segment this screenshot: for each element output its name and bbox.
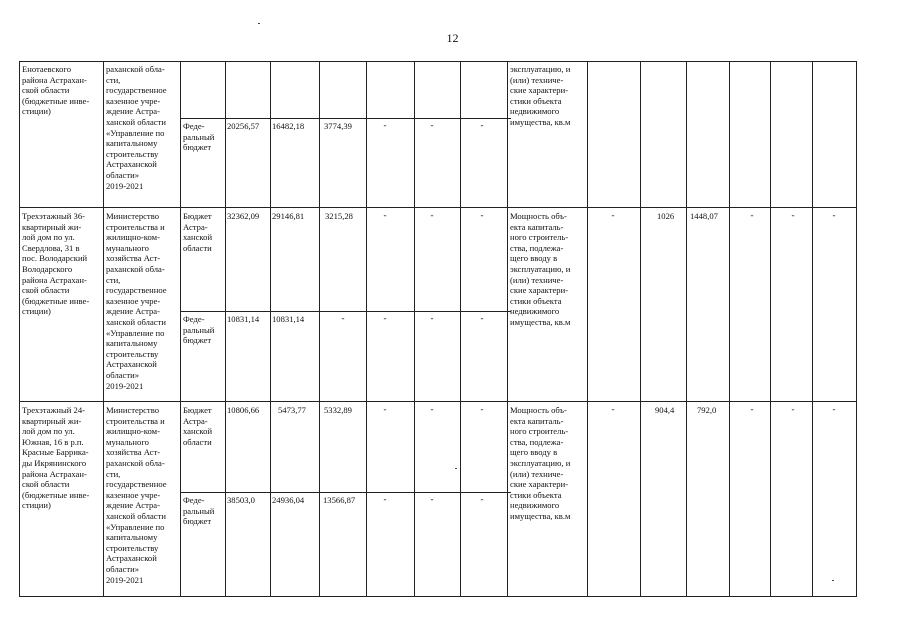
row1-customer: раханской обла- сти, государственное казенное учре- ждение Астра- ханской области «Управление по капитальному строительству Астраханской области» 2019-2021 — [106, 64, 167, 191]
row3-tail-5: - — [791, 404, 795, 414]
row2-split-line — [180, 311, 511, 312]
row2-tail-6: - — [832, 210, 836, 220]
row3-split-line — [180, 492, 511, 493]
col-divider-2020 — [366, 61, 367, 597]
row3-tail-6: - — [832, 404, 836, 414]
row3-dash-c2: - — [480, 494, 484, 504]
col-divider-2023 — [507, 61, 508, 597]
row2-tail-2: 1026 — [657, 211, 675, 221]
row2-2020-2: - — [341, 313, 345, 323]
row2-dash-a2: - — [383, 313, 387, 323]
col-divider-t1 — [640, 61, 641, 597]
col-divider-source — [225, 61, 226, 597]
row2-tail-4: - — [750, 210, 754, 220]
row3-dash-b2: - — [430, 494, 434, 504]
col-divider-2022 — [460, 61, 461, 597]
row1-source-2: Феде- ральный бюджет — [183, 121, 215, 153]
col-divider-t4 — [770, 61, 771, 597]
row1-indicator: эксплуатацию, и (или) техниче- ские характери- стики объекта недвижимого имущества, кв.м — [510, 64, 571, 127]
row3-source-2: Феде- ральный бюджет — [183, 495, 215, 527]
col-divider-2019 — [319, 61, 320, 597]
scan-speck — [258, 23, 260, 24]
row1-2020-2: 3774,39 — [324, 121, 352, 131]
row2-2019-1: 29146,81 — [272, 211, 305, 221]
row2-2019-2: 10831,14 — [272, 314, 305, 324]
row2-total-2: 10831,14 — [227, 314, 260, 324]
row2-source-2: Феде- ральный бюджет — [183, 314, 215, 346]
row2-dash-b1: - — [430, 210, 434, 220]
row3-dash-b1: - — [430, 404, 434, 414]
row3-total-2: 38503,0 — [227, 495, 255, 505]
row1-dash-c: - — [480, 120, 484, 130]
col-divider-total — [270, 61, 271, 597]
row3-tail-2: 904,4 — [655, 405, 675, 415]
row1-total-2: 20256,57 — [227, 121, 260, 131]
row2-indicator: Мощность объ- екта капиталь- ного строитель- ства, подлежа- щего вводу в эксплуатацию, и (или) техниче- ские характери- стики объекта недвижимого имущества, кв.м — [510, 211, 571, 327]
row3-indicator: Мощность объ- екта капиталь- ного строитель- ства, подлежа- щего вводу в эксплуатацию, и (или) техниче- ские характери- стики объекта недвижимого имущества, кв.м — [510, 405, 571, 521]
row2-dash-c2: - — [480, 313, 484, 323]
row3-2020-2: 13566,87 — [323, 495, 356, 505]
col-divider-t5 — [812, 61, 813, 597]
row2-dash-c1: - — [480, 210, 484, 220]
row2-dash-a1: - — [383, 210, 387, 220]
row1-dash-b: - — [430, 120, 434, 130]
row2-object: Трехэтажный 36- квартирный жи- лой дом по ул. Свердлова, 31 в пос. Володарский Володарского района Астрахан- ской области (бюджетные инве- стиции) — [22, 211, 90, 317]
scan-speck — [832, 580, 834, 581]
row3-tail-3: 792,0 — [697, 405, 717, 415]
col-divider-indicator — [587, 61, 588, 597]
row3-dash-a1: - — [383, 404, 387, 414]
row2-bottom-border — [19, 401, 857, 402]
col-divider-object — [103, 61, 104, 597]
row1-bottom-border — [19, 207, 857, 208]
row3-2019-2: 24936,04 — [272, 495, 305, 505]
row3-tail-4: - — [750, 404, 754, 414]
row3-total-1: 10806,66 — [227, 405, 260, 415]
row2-total-1: 32362,09 — [227, 211, 260, 221]
row2-tail-1: - — [611, 210, 615, 220]
col-divider-2021 — [414, 61, 415, 597]
row3-2019-1: 5473,77 — [278, 405, 306, 415]
row3-2020-1: 5332,89 — [324, 405, 352, 415]
row1-2019-2: 16482,18 — [272, 121, 305, 131]
row3-tail-1: - — [611, 404, 615, 414]
col-divider-customer — [180, 61, 181, 597]
row1-split-line — [180, 118, 511, 119]
row3-source-1: Бюджет Астра- ханской области — [183, 405, 213, 447]
page-number: 12 — [446, 31, 459, 45]
row2-dash-b2: - — [430, 313, 434, 323]
row2-tail-3: 1448,07 — [690, 211, 718, 221]
row1-object: Енотаевского района Астрахан- ской области (бюджетные инве- стиции) — [22, 64, 90, 117]
row3-customer: Министерство строительства и жилищно-ком- мунального хозяйства Аст- раханской обла- сти, государственное казенное учре- ждение Астра- ханской области «Управление по капитальному строительству Астраханской области» 2019-2021 — [106, 405, 167, 585]
table-bottom-border — [19, 596, 857, 597]
row2-customer: Министерство строительства и жилищно-ком- мунального хозяйства Аст- раханской обла- сти, государственное казенное учре- ждение Астра- ханской области «Управление по капитальному строительству Астраханской области» 2019-2021 — [106, 211, 167, 391]
table-right-border — [856, 61, 857, 597]
row2-source-1: Бюджет Астра- ханской области — [183, 211, 213, 253]
row1-dash-a: - — [383, 120, 387, 130]
table-top-border — [19, 61, 857, 62]
row2-2020-1: 3215,28 — [325, 211, 353, 221]
table-left-border — [19, 61, 20, 597]
row3-dash-a2: - — [383, 494, 387, 504]
col-divider-t3 — [729, 61, 730, 597]
row2-tail-5: - — [791, 210, 795, 220]
row3-dash-c1: - — [480, 404, 484, 414]
col-divider-t2 — [686, 61, 687, 597]
row3-object: Трехэтажный 24- квартирный жи- лой дом по ул. Южная, 16 в р.п. Красные Баррика- ды Икрянинского района Астрахан- ской области (бюджетные инве- стиции) — [22, 405, 90, 511]
scan-speck — [455, 468, 457, 469]
